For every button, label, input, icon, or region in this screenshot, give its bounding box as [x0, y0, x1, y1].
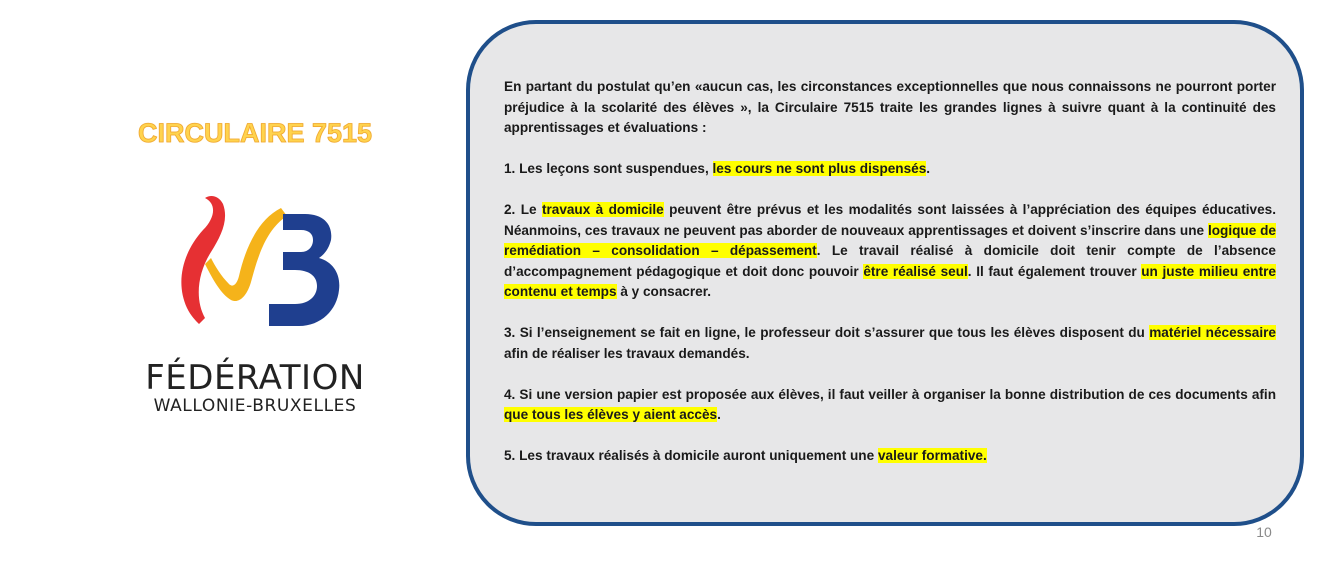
federation-subname: WALLONIE-BRUXELLES: [153, 396, 357, 416]
highlight: valeur formative.: [877, 448, 987, 463]
page-number: 10: [1256, 524, 1272, 540]
logo-red-stroke: [181, 196, 225, 324]
highlight: logique de remédiation – consolidation – dépassement: [504, 222, 1276, 258]
slide-title: CIRCULAIRE 7515: [137, 118, 373, 148]
point-1: 1. Les leçons sont suspendues, les cours ne sont plus dispensés.: [504, 161, 931, 176]
highlight: un juste milieu entre contenu et temps: [504, 263, 1276, 299]
intro-paragraph: En partant du postulat qu’en «aucun cas, les circonstances exceptionnelles que nous connaissons ne pourront porter préjudice à la scolarité des élèves », la Circulaire 7515 traite les grandes lignes à suivre quant à la continuité des apprentissages et évaluations :: [504, 79, 1276, 135]
highlight: travaux à domicile: [541, 202, 664, 217]
point-3: 3. Si l’enseignement se fait en ligne, le professeur doit s’assurer que tous les élèves disposent du matériel nécessaire afin de réaliser les travaux demandés.: [504, 325, 1276, 361]
content-text: [504, 77, 1276, 467]
logo-blue-b: [269, 214, 339, 326]
federation-name: FÉDÉRATION: [145, 358, 365, 398]
point-4: 4. Si une version papier est proposée aux élèves, il faut veiller à organiser la bonne distribution de ces documents afin que tous les élèves y aient accès.: [504, 386, 1276, 422]
point-2: 2. Le travaux à domicile peuvent être prévus et les modalités sont laissées à l’appréciation des équipes éducatives. Néanmoins, ces travaux ne peuvent pas aborder de nouveaux apprentissages et doivent s’inscrire dans une logique de remédiation – consolidation – dépassement. Le travail réalisé à domicile doit tenir compte de l’absence d’accompagnement pédagogique et doit donc pouvoir être réalisé seul. Il faut également trouver un juste milieu entre contenu et temps à y consacrer.: [504, 202, 1276, 299]
point-5: 5. Les travaux réalisés à domicile auront uniquement une valeur formative.: [504, 448, 987, 463]
federation-logo: [165, 190, 345, 340]
highlight: les cours ne sont plus dispensés: [712, 161, 927, 176]
highlight: matériel nécessaire: [1149, 325, 1276, 340]
highlight: que tous les élèves y aient accès: [504, 407, 718, 422]
highlight: être réalisé seul: [863, 263, 968, 279]
